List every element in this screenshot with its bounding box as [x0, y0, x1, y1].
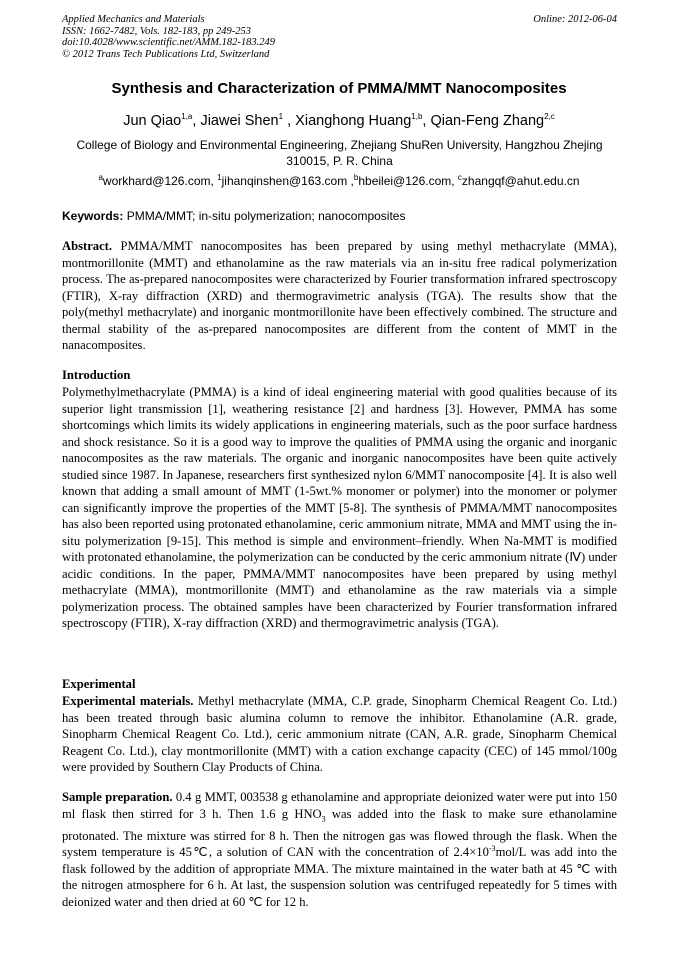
email-link[interactable]: hbeilei@126.com: [358, 174, 452, 188]
journal-name: Applied Mechanics and Materials: [62, 14, 205, 25]
affiliation: [62, 137, 617, 169]
sample-preparation-text: was added into the flask to make sure ethanolamine protonated. The mixture was stirred for 8 h. Then the nitrogen gas was flowed through the flask. When the system temperature is 45℃, a solution of CAN with the concentration of 2.4×10: [62, 806, 617, 860]
copyright-line: © 2012 Trans Tech Publications Ltd, Switzerland: [62, 48, 270, 60]
materials-text: Methyl methacrylate (MMA, C.P. grade, Sinopharm Chemical Reagent Co. Ltd.) has been treated through basic alumina column to remove the inhibitor. Ethanolamine (A.R. grade, Sinopharm Chemical Reagent Co. Ltd.), ceric ammonium nitrate (CAN, A.R. grade, Sinopharm Chemical Reagent Co. Ltd.), clay montmorillonite (MMT) with a cation exchange capacity (CEC) of 145 mmol/100g were provided by Southern Clay Products of China.: [62, 694, 617, 774]
author-affiliation-marker: 1: [278, 112, 284, 122]
sample-preparation-text: 0.4 g MMT, 003538 g ethanolamine and appropriate deionized water were put into 150 ml flask then stirred for 3 h. Then 1.6 g HNO: [62, 790, 617, 821]
keywords: [62, 209, 617, 223]
abstract-label: Abstract.: [62, 239, 113, 253]
author-name: Jun Qiao: [123, 113, 182, 129]
online-date: Online: 2012-06-04: [533, 14, 617, 25]
introduction-heading: Introduction: [62, 368, 131, 382]
email-link[interactable]: jihanqinshen@163.com: [221, 174, 348, 188]
experimental-materials: [62, 693, 617, 776]
materials-label: Experimental materials.: [62, 694, 194, 708]
email-marker: 1: [217, 173, 222, 182]
author-name: Qian-Feng Zhang: [430, 113, 545, 129]
sample-preparation-text: mol/L was add into the flask followed by the addition of appropriate MMA. The mixture maintained in the water bath at 45 ℃ with the nitrogen atmosphere for 6 h. At last, the suspension solution was centrifuged repeatedly for 5 times with deionized water and then dried at 60 ℃ for 12 h.: [62, 845, 617, 909]
journal-header: [62, 14, 617, 60]
doi-link[interactable]: doi:10.4028/www.scientific.net/AMM.182-183.249: [62, 37, 275, 48]
email-list: $^a$workhard@126.com, $^1$jihanqinshen@163.com ,$^b$hbeilei@126.com, $^c$zhangqf@ahut.edu.cn: [98, 173, 580, 188]
experimental-heading: Experimental: [62, 677, 136, 691]
affiliation-line: 310015, P. R. China: [286, 154, 393, 168]
hno3-subscript: 3: [321, 814, 326, 824]
sample-preparation: [62, 789, 617, 910]
author-affiliation-marker: 2,c: [544, 112, 555, 122]
email-link[interactable]: workhard@126.com: [102, 174, 211, 188]
email-marker: c: [457, 173, 462, 182]
abstract: [62, 238, 617, 354]
author-affiliation-marker: 1,b: [411, 112, 423, 122]
email-marker: a: [98, 173, 103, 182]
keywords-label: Keywords:: [62, 209, 124, 223]
keywords-text: PMMA/MMT; in-situ polymerization; nanocomposites: [126, 209, 406, 223]
author-affiliation-marker: 1,a: [181, 112, 193, 122]
concentration-exponent: -3: [488, 843, 496, 853]
author-name: Jiawei Shen: [200, 113, 279, 129]
email-marker: b: [353, 173, 359, 182]
abstract-text: PMMA/MMT nanocomposites has been prepared by using methyl methacrylate (MMA), montmorillonite (MMT) and ethanolamine as the raw materials via an in-situ free radical polymerization process. The as-prepared nanocomposites were characterized by Fourier transformation infrared spectroscopy (FTIR), X-ray diffraction (XRD) and thermogravimetric analysis (TGA). The results show that the poly(methyl methacrylate) and inorganic montmorillonite have been effectively combined. The structure and thermal stability of the as-prepared nanocomposites are different from the content of MMT in the nanacomposites.: [62, 239, 617, 352]
issn-line: ISSN: 1662-7482, Vols. 182-183, pp 249-253: [62, 25, 251, 37]
author-name: Xianghong Huang: [295, 113, 412, 129]
sample-preparation-label: Sample preparation.: [62, 790, 173, 804]
paper-title: Synthesis and Characterization of PMMA/MMT Nanocomposites: [111, 80, 567, 97]
introduction-text: Polymethylmethacrylate (PMMA) is a kind of ideal engineering material with good qualities because of its superior light transmission [1], weathering resistance [2] and hardness [3]. However, PMMA has some shortcomings which limits its widely applications in engineering materials, such as the poor surface hardness and shock resistance. So it is a good way to improve the qualities of PMMA using the organic and inorganic nanocomposites as the raw materials. The organic and inorganic nanocomposites have been quite actively studied since 1987. In Japanese, researchers first synthesized nylon 6/MMT nanocomposite [4]. It is also well known that adding a small amount of MMT (1-5wt.% monomer or polymer) into the monomer or polymer can significantly improve the properties of the MMT [5-8]. The synthesis of PMMA/MMT nanocomposites has also been reported using protonated ethanolamine, ceric ammonium nitrate, MMA and MMT using the in-situ polymerization [9-15]. This method is simple and environment–friendly. When Na-MMT is modified with protonated ethanolamine, the polymerization can be conducted by the ceric ammonium nitrate (Ⅳ) under acidic conditions. In the paper, PMMA/MMT nanocomposites have been prepared by using methyl methacrylate (MMA), montmorillonite (MMT) and ethanolamine as the raw materials via a simple polymerization process. The obtained samples have been characterized by Fourier transformation infrared spectroscopy (FTIR), X-ray diffraction (XRD) and thermogravimetric analysis (TGA).: [62, 385, 617, 630]
affiliation-line: College of Biology and Environmental Engineering, Zhejiang ShuRen University, Hangzhou Zhejing: [76, 138, 603, 152]
author-list: Jun Qiao$^{1,a}$, Jiawei Shen$^1$ , Xianghong Huang$^{1,b}$, Qian-Feng Zhang$^{2,c}$: [123, 112, 555, 129]
email-link[interactable]: zhangqf@ahut.edu.cn: [461, 174, 580, 188]
